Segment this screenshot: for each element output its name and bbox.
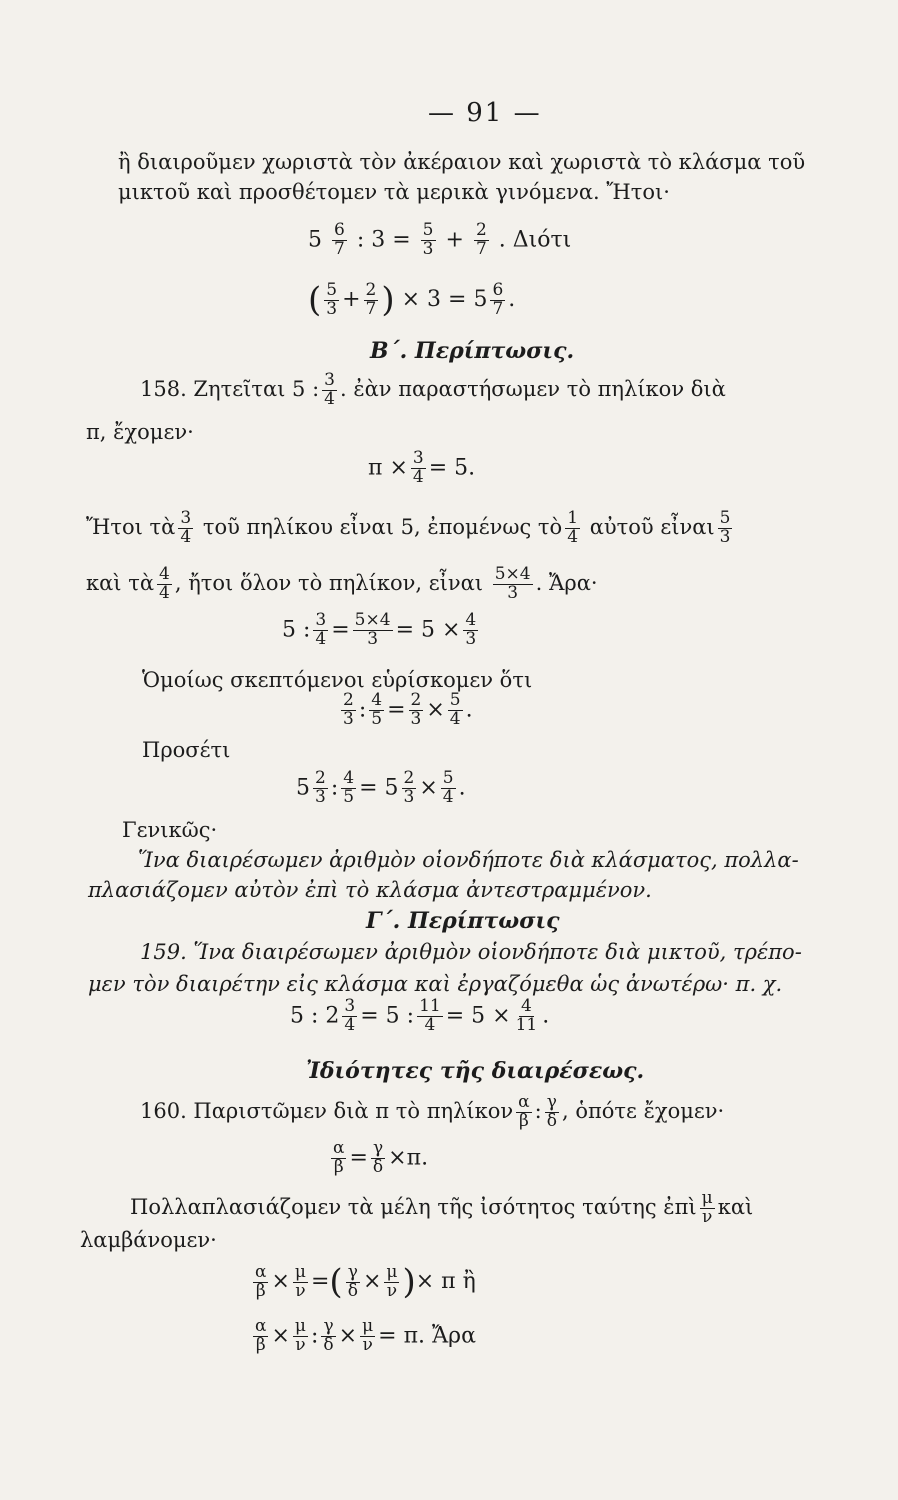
fraction: $\frac{2}{3}$ <box>343 690 354 729</box>
paragraph-160: 160. Παριστῶμεν διὰ π τὸ πηλίκον $\frac{\alpha}{\beta}$ : $\frac{\gamma}{\delta}$ , ὁπότε ἔχομεν· <box>140 1092 725 1131</box>
equation-4: 5 : $\frac{3}{4}$ = $\frac{5\times 4}{3}$ = 5 × $\frac{4}{3}$ <box>282 610 477 649</box>
section-heading-properties: Ἰδιότητες τῆς διαιρέσεως. <box>306 1058 645 1084</box>
fraction: $\frac{2}{3}$ <box>410 690 422 729</box>
fraction: $\frac{5}{4}$ <box>442 768 454 807</box>
rule-line-2: πλασιάζομεν αὐτὸν ἐπὶ τὸ κλάσμα ἀντεστραμμένον. <box>88 878 652 902</box>
paragraph-159-line2: μεν τὸν διαιρέτην εἰς κλάσμα καὶ ἐργαζόμεθα ὡς ἀνωτέρω· π. χ. <box>88 972 783 996</box>
rule-line-1: Ἵνα διαιρέσωμεν ἀριθμὸν οἱονδήποτε διὰ κλάσματος, πολλα- <box>138 848 799 872</box>
paragraph-generally: Γενικῶς· <box>122 818 218 842</box>
equation-3: π × $\frac{3}{4}$ = 5. <box>368 448 476 487</box>
section-heading-c: Γ΄. Περίπτωσις <box>366 908 560 934</box>
fraction: $\frac{2}{7}$ <box>475 220 487 259</box>
fraction: $\frac{2}{3}$ <box>403 768 415 807</box>
fraction: $\frac{\gamma}{\delta}$ <box>323 1316 334 1355</box>
equation-7: 5 : 2 $\frac{3}{4}$ = 5 : $\frac{11}{4}$ = 5 × $\frac{4}{11}$ . <box>290 996 550 1035</box>
fraction: $\frac{3}{4}$ <box>324 370 335 409</box>
fraction: $\frac{\gamma}{\delta}$ <box>372 1138 384 1177</box>
fraction: $\frac{\mu}{\nu}$ <box>294 1261 306 1301</box>
fraction: $\frac{\alpha}{\beta}$ <box>255 1261 267 1301</box>
fraction: $\frac{3}{4}$ <box>315 610 327 649</box>
paragraph-line-6: καὶ τὰ $\frac{4}{4}$ , ἤτοι ὅλον τὸ πηλίκον, εἶναι $\frac{5\times 4}{3}$ . Ἄρα· <box>86 564 598 603</box>
fraction: $\frac{\alpha}{\beta}$ <box>255 1316 267 1355</box>
fraction: $\frac{5\times 4}{3}$ <box>354 610 391 649</box>
fraction: $\frac{\alpha}{\beta}$ <box>518 1092 530 1131</box>
fraction: $\frac{6}{7}$ <box>334 220 345 259</box>
equation-6: 5 $\frac{2}{3}$ : $\frac{4}{5}$ = 5 $\frac{2}{3}$ × $\frac{5}{4}$ . <box>296 768 466 807</box>
fraction: $\frac{4}{5}$ <box>343 768 355 807</box>
fraction: $\frac{2}{7}$ <box>365 279 377 319</box>
fraction: $\frac{5}{4}$ <box>449 690 461 729</box>
paragraph-158-line1: 158. Ζητεῖται 5 : $\frac{3}{4}$ . ἐὰν παραστήσωμεν τὸ πηλίκον διὰ <box>140 370 726 409</box>
fraction: $\frac{\gamma}{\delta}$ <box>546 1092 557 1131</box>
fraction: $\frac{11}{4}$ <box>419 996 441 1035</box>
fraction: $\frac{\gamma}{\delta}$ <box>347 1261 358 1301</box>
section-heading-b: Β΄. Περίπτωσις. <box>370 338 575 364</box>
fraction: $\frac{4}{3}$ <box>465 610 477 649</box>
equation-1: 5 $\frac{6}{7}$ : 3 = $\frac{5}{3}$ + $\frac{2}{7}$ . Διότι <box>308 220 572 259</box>
fraction: $\frac{1}{4}$ <box>567 508 579 547</box>
paragraph-similarly: Ὁμοίως σκεπτόμενοι εὑρίσκομεν ὅτι <box>142 668 533 692</box>
equation-2: ( $\frac{5}{3}$ + $\frac{2}{7}$ ) × 3 = 5 $\frac{6}{7}$ . <box>308 279 516 320</box>
equation-9: $\frac{\alpha}{\beta}$ × $\frac{\mu}{\nu}$ =( $\frac{\gamma}{\delta}$ × $\frac{\mu}{\nu}$ )× π ἢ <box>255 1261 476 1302</box>
paragraph-line-5: Ἤτοι τὰ $\frac{3}{4}$ τοῦ πηλίκου εἶναι 5, ἐπομένως τὸ $\frac{1}{4}$ αὐτοῦ εἶναι $\frac{5}{3}$ <box>86 508 731 547</box>
fraction: $\frac{\mu}{\nu}$ <box>386 1261 398 1301</box>
paragraph-159-line1: 159. Ἵνα διαιρέσωμεν ἀριθμὸν οἱονδήποτε διὰ μικτοῦ, τρέπο- <box>140 940 802 964</box>
fraction: $\frac{2}{3}$ <box>315 768 326 807</box>
fraction: $\frac{6}{7}$ <box>492 279 504 319</box>
fraction: $\frac{3}{4}$ <box>344 996 356 1035</box>
equation-8: $\frac{\alpha}{\beta}$ = $\frac{\gamma}{\delta}$ ×π. <box>333 1138 429 1177</box>
fraction: $\frac{5}{3}$ <box>422 220 434 259</box>
fraction: $\frac{5}{3}$ <box>719 508 731 547</box>
fraction: $\frac{\alpha}{\beta}$ <box>333 1138 345 1177</box>
fraction: $\frac{\mu}{\nu}$ <box>362 1316 374 1355</box>
fraction: $\frac{\mu}{\nu}$ <box>701 1188 713 1227</box>
paragraph-158-line2: π, ἔχομεν· <box>86 420 194 444</box>
fraction: $\frac{5\times 4}{3}$ <box>494 564 531 603</box>
equation-5: $\frac{2}{3}$ : $\frac{4}{5}$ = $\frac{2}{3}$ × $\frac{5}{4}$ . <box>343 690 473 729</box>
paragraph-multiply-line2: λαμβάνομεν· <box>80 1228 217 1252</box>
fraction: $\frac{4}{4}$ <box>159 564 170 603</box>
paragraph-line: μικτοῦ καὶ προσθέτομεν τὰ μερικὰ γινόμενα. Ἤτοι· <box>118 180 670 204</box>
equation-10: $\frac{\alpha}{\beta}$ × $\frac{\mu}{\nu}$ : $\frac{\gamma}{\delta}$ × $\frac{\mu}{\nu}$ = π. Ἄρα <box>255 1316 476 1355</box>
fraction: $\frac{\mu}{\nu}$ <box>294 1316 306 1355</box>
page-number: — 91 — <box>428 98 542 128</box>
fraction: $\frac{5}{3}$ <box>326 279 338 319</box>
fraction: $\frac{4}{5}$ <box>371 690 383 729</box>
fraction: $\frac{4}{11}$ <box>515 996 538 1035</box>
paragraph-furthermore: Προσέτι <box>142 738 231 762</box>
paragraph-line: ἢ διαιροῦμεν χωριστὰ τὸν ἀκέραιον καὶ χωριστὰ τὸ κλάσμα τοῦ <box>118 150 806 174</box>
fraction: $\frac{3}{4}$ <box>412 448 424 487</box>
paragraph-multiply-line1: Πολλαπλασιάζομεν τὰ μέλη τῆς ἰσότητος ταύτης ἐπὶ $\frac{\mu}{\nu}$ καὶ <box>130 1188 754 1227</box>
fraction: $\frac{3}{4}$ <box>180 508 192 547</box>
